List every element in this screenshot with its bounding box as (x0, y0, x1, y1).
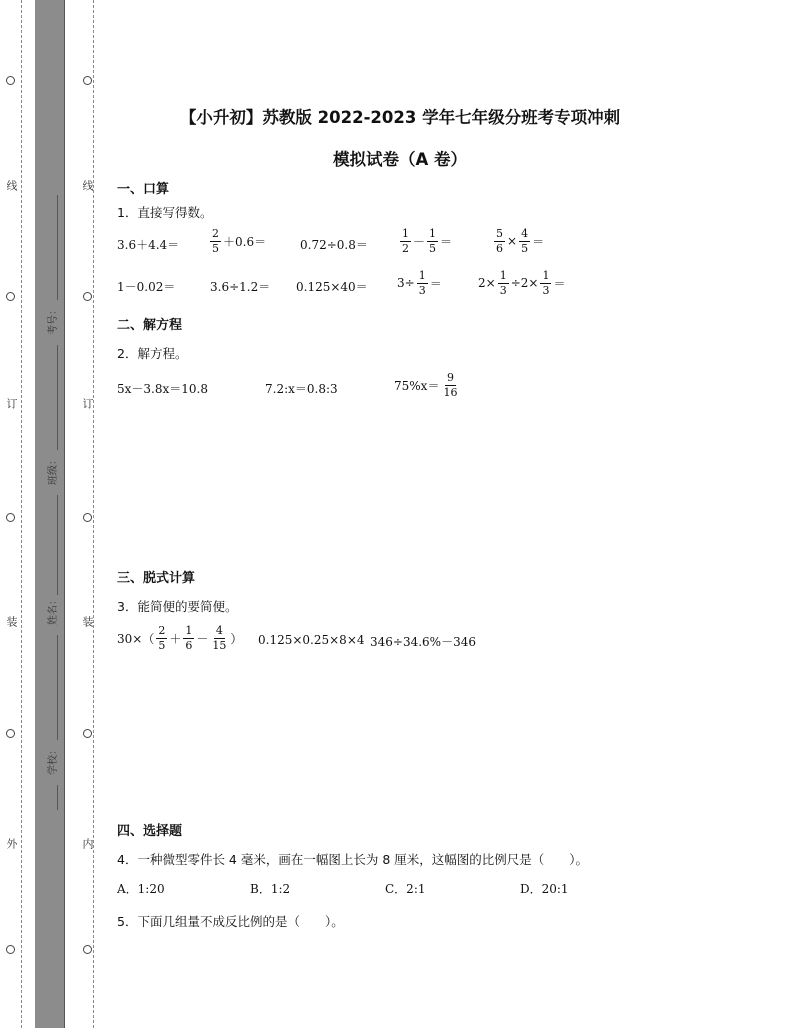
question-1: 1．直接写得数。 (117, 205, 213, 220)
margin-char-wai: 外 (5, 838, 18, 849)
binding-band (35, 0, 64, 1028)
hole-circle (83, 292, 92, 301)
choice-b: B．1:2 (250, 882, 291, 896)
fraction: $\frac{9}{16}$ (443, 371, 458, 399)
page-subtitle: 模拟试卷（A 卷） (332, 150, 467, 169)
hole-circle (6, 945, 15, 954)
field-exam-number-label: 考号： (48, 305, 59, 335)
oral-item: $\frac{5}{6}$ × $\frac{4}{5}$ ＝ (496, 227, 545, 255)
field-underline (57, 785, 58, 810)
fraction: $\frac{4}{15}$ (212, 624, 227, 652)
field-underline (57, 495, 58, 595)
fraction: $\frac{5}{6}$ (496, 227, 503, 255)
oral-item: 3.6÷1.2＝ (210, 280, 271, 294)
question-3: 3．能简便的要简便。 (117, 599, 238, 614)
fraction: $\frac{4}{5}$ (521, 227, 529, 255)
hole-circle (83, 513, 92, 522)
calc-item: 346÷34.6%－346 (370, 635, 476, 649)
oral-item: $\frac{1}{2}$ － $\frac{1}{5}$ ＝ (402, 227, 453, 255)
hole-circle (83, 76, 92, 85)
fraction: $\frac{1}{3}$ (542, 269, 550, 297)
fraction: $\frac{1}{5}$ (429, 227, 437, 255)
binding-edge-line (64, 0, 65, 1028)
field-school-label: 学校： (48, 745, 59, 775)
margin-char-zhuang: 装 (5, 616, 18, 627)
oral-item: 3÷ $\frac{1}{3}$ ＝ (397, 269, 442, 297)
equation-item: 75%x＝ $\frac{9}{16}$ (394, 371, 458, 399)
hole-circle (83, 945, 92, 954)
section-heading: 一、口算 (117, 182, 170, 197)
margin-char-ding: 订 (5, 398, 18, 409)
question-2: 2．解方程。 (117, 346, 188, 361)
margin-char-ding: 订 (81, 398, 94, 409)
oral-item: 1－0.02＝ (117, 280, 176, 294)
margin-char-nei: 内 (81, 838, 94, 849)
oral-item: 2× $\frac{1}{3}$ ÷2× $\frac{1}{3}$ ＝ (478, 269, 566, 297)
hole-circle (6, 729, 15, 738)
fraction: $\frac{1}{6}$ (185, 624, 193, 652)
oral-item: 3.6＋4.4＝ (117, 238, 180, 252)
margin-char-xian: 线 (5, 180, 18, 191)
hole-circle (6, 513, 15, 522)
fraction: $\frac{1}{2}$ (402, 227, 409, 255)
hole-circle (6, 76, 15, 85)
field-underline (57, 195, 58, 300)
fraction: $\frac{1}{3}$ (499, 269, 507, 297)
field-name-label: 姓名： (48, 595, 59, 625)
margin-char-zhuang: 装 (81, 616, 94, 627)
equation-item: 7.2:x＝0.8:3 (265, 382, 338, 396)
calc-item: 30×（ $\frac{2}{5}$ ＋ $\frac{1}{6}$ － $\frac{4}{15}$ ） (117, 624, 243, 652)
field-underline (57, 345, 58, 450)
choice-a: A．1:20 (117, 882, 165, 896)
fraction: $\frac{1}{3}$ (418, 269, 426, 297)
question-5: 5．下面几组量不成反比例的是（ ）。 (117, 914, 344, 929)
oral-item: 0.72÷0.8＝ (300, 238, 368, 252)
equation-item: 5x－3.8x＝10.8 (117, 382, 208, 396)
choice-c: C．2:1 (385, 882, 426, 896)
hole-circle (6, 292, 15, 301)
calc-item: 0.125×0.25×8×4 (258, 633, 365, 647)
outer-dashed-line (21, 0, 22, 1028)
fraction: $\frac{2}{5}$ (158, 624, 166, 652)
page-title: 【小升初】苏教版 2022-2023 学年七年级分班考专项冲刺 (179, 108, 621, 127)
field-underline (57, 635, 58, 740)
fraction: $\frac{2}{5}$ (212, 227, 219, 255)
section-heading: 四、选择题 (117, 824, 183, 839)
section-heading: 三、脱式计算 (117, 571, 196, 586)
section-heading: 二、解方程 (117, 318, 183, 333)
margin-char-xian: 线 (81, 180, 94, 191)
choice-d: D．20:1 (520, 882, 569, 896)
question-4: 4．一种微型零件长 4 毫米，画在一幅图上长为 8 厘米，这幅图的比例尺是（ ）。 (117, 852, 589, 867)
oral-item: $\frac{2}{5}$ ＋0.6＝ (212, 227, 267, 255)
hole-circle (83, 729, 92, 738)
field-class-label: 班级： (48, 455, 59, 485)
oral-item: 0.125×40＝ (296, 280, 368, 294)
